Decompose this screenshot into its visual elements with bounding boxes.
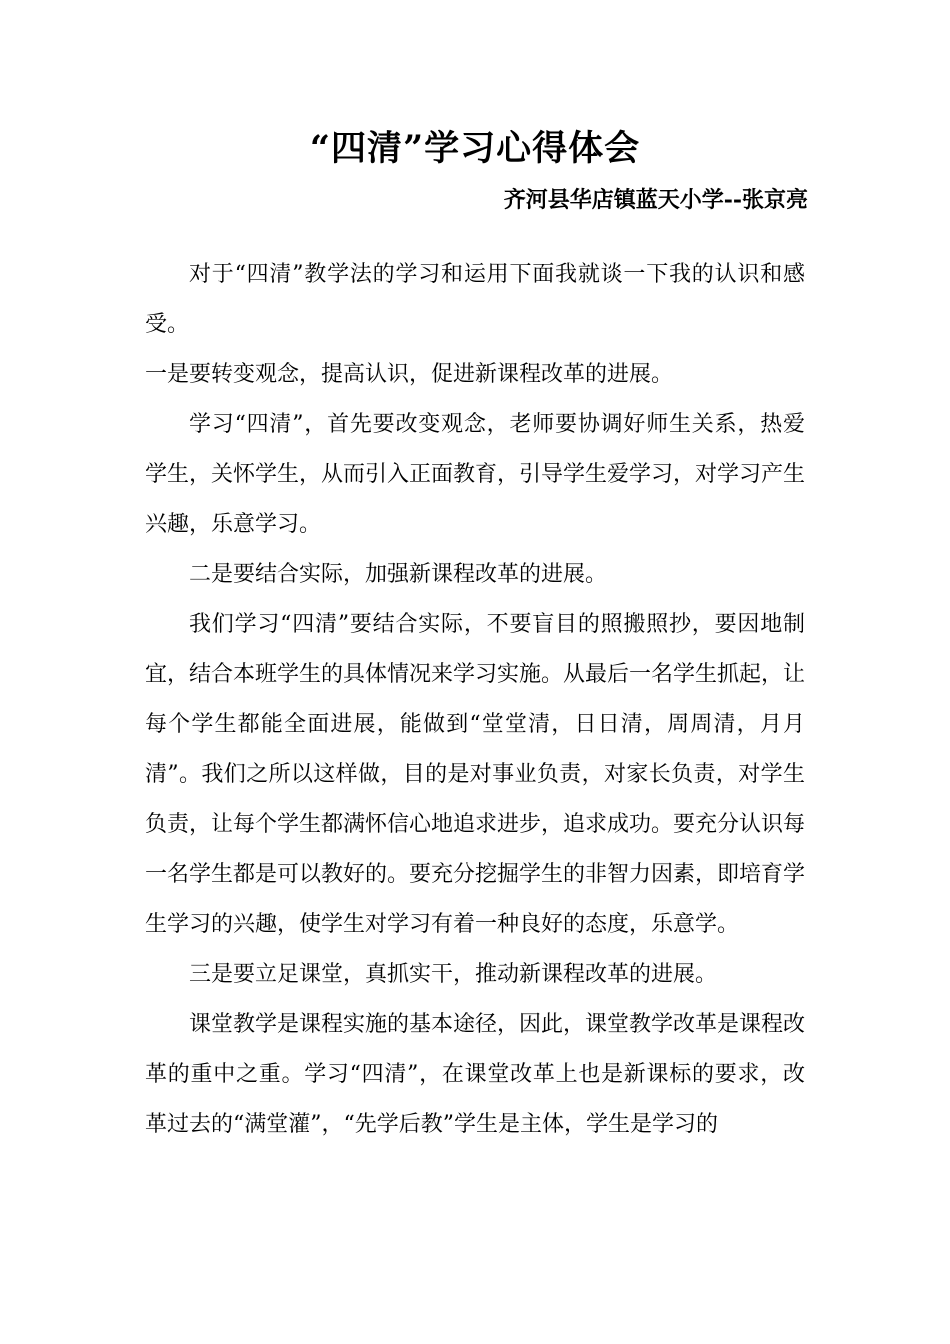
paragraph-1: 学习“四清”，首先要改变观念，老师要协调好师生关系，热爱学生，关怀学生，从而引入正面教育，引导学生爱学习，对学习产生兴趣，乐意学习。 bbox=[145, 412, 806, 537]
paragraph-intro: 对于“四清”教学法的学习和运用下面我就谈一下我的认识和感受。 bbox=[145, 262, 805, 337]
section-heading-2: 二是要结合实际，加强新课程改革的进展。 bbox=[189, 562, 608, 587]
section-heading-3: 三是要立足课堂，真抓实干，推动新课程改革的进展。 bbox=[189, 962, 718, 987]
paragraph-3: 课堂教学是课程实施的基本途径，因此，课堂教学改革是课程改革的重中之重。学习“四清”，在课堂改革上也是新课标的要求，改革过去的“满堂灌”，“先学后教”学生是主体，学生是学习的 bbox=[145, 1012, 806, 1137]
document-body bbox=[145, 250, 805, 1150]
document-author: 齐河县华店镇蓝天小学--张京亮 bbox=[503, 187, 808, 213]
document-title: “四清”学习心得体会 bbox=[309, 128, 641, 169]
paragraph-2: 我们学习“四清”要结合实际，不要盲目的照搬照抄，要因地制宜，结合本班学生的具体情况来学习实施。从最后一名学生抓起，让每个学生都能全面进展，能做到“堂堂清，日日清，周周清，月月清”。我们之所以这样做，目的是对事业负责，对家长负责，对学生负责，让每个学生都满怀信心地追求进步，追求成功。要充分认识每一名学生都是可以教好的。要充分挖掘学生的非智力因素，即培育学生学习的兴趣，使学生对学习有着一种良好的态度，乐意学。 bbox=[145, 612, 806, 937]
section-heading-1: 一是要转变观念，提高认识，促进新课程改革的进展。 bbox=[145, 362, 674, 387]
